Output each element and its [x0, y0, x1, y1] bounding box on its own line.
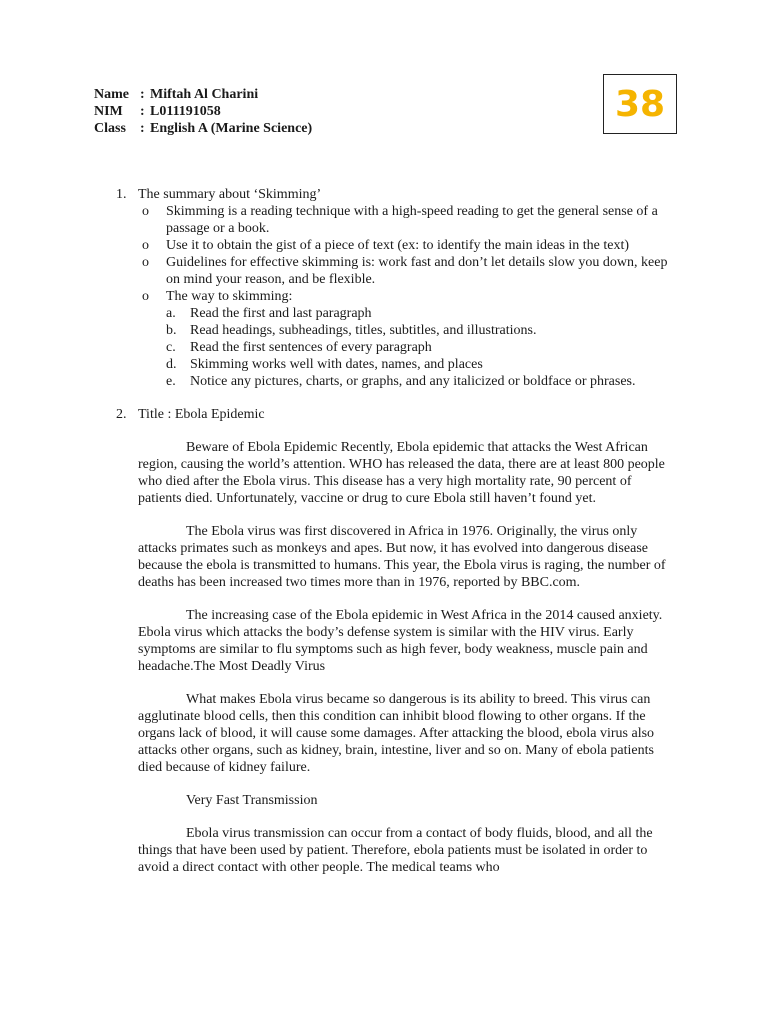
bullet-mark: o: [142, 289, 149, 304]
step-mark: c.: [166, 340, 176, 355]
bullet-item: [142, 203, 676, 237]
bullet-item: [142, 237, 676, 254]
paragraph: Beware of Ebola Epidemic Recently, Ebola epidemic that attacks the West African region, causing the world’s attention. WHO has released the data, there are at least 800 people who died after the Ebola virus. This disease has a very high mortality rate, 90 percent of patients died. Unfortunately, vaccine or drug to cure Ebola still haven’t found yet.: [138, 440, 665, 506]
nim-label: NIM: [94, 104, 123, 119]
bullet-mark: o: [142, 255, 149, 270]
bullet-item: [142, 254, 676, 288]
subheading: Very Fast Transmission: [186, 793, 318, 808]
step-mark: e.: [166, 374, 176, 389]
bullet-mark: o: [142, 238, 149, 253]
step-text: Notice any pictures, charts, or graphs, and any italicized or boldface or phrases.: [190, 374, 636, 389]
step-item: [166, 356, 676, 373]
separator: :: [140, 121, 145, 136]
step-mark: b.: [166, 323, 177, 338]
step-mark: a.: [166, 306, 176, 321]
section-1-heading: [116, 186, 676, 203]
section-number: 2.: [116, 407, 127, 422]
paragraph: Ebola virus transmission can occur from a contact of body fluids, blood, and all the things that have been used by patient. Therefore, ebola patients must be isolated in order to avoid a direct contact with other people. The medical teams who: [138, 826, 653, 875]
step-text: Skimming works well with dates, names, and places: [190, 357, 483, 372]
separator: :: [140, 87, 145, 102]
step-text: Read the first and last paragraph: [190, 306, 372, 321]
bullet-text: Guidelines for effective skimming is: work fast and don’t let details slow you down, keep on mind your reason, and be flexible.: [166, 255, 668, 287]
student-info: [94, 86, 312, 137]
section-number: 1.: [116, 187, 127, 202]
step-text: Read headings, subheadings, titles, subtitles, and illustrations.: [190, 323, 537, 338]
name-value: Miftah Al Charini: [150, 87, 259, 102]
class-label: Class: [94, 121, 126, 136]
class-value: English A (Marine Science): [150, 121, 313, 136]
score-box: [603, 74, 677, 134]
section-2-heading: [116, 406, 676, 423]
paragraph: The increasing case of the Ebola epidemic in West Africa in the 2014 caused anxiety. Ebola virus which attacks the body’s defense system is similar with the HIV virus. Early symptoms are similar to flu symptoms such as high fever, body weakness, muscle pain and headache.The Most Deadly Virus: [138, 608, 663, 674]
step-item: [166, 339, 676, 356]
class-row: [94, 120, 312, 137]
step-text: Read the first sentences of every paragraph: [190, 340, 432, 355]
bullet-text: Skimming is a reading technique with a high-speed reading to get the general sense of a passage or a book.: [166, 204, 658, 236]
paragraph: What makes Ebola virus became so dangerous is its ability to breed. This virus can agglutinate blood cells, then this condition can inhibit blood flowing to other organs. If the organs lack of blood, it will cause some damages. After attacking the blood, ebola virus also attacks other organs, such as kidney, brain, intestine, liver and so on. Many of ebola patients died because of kidney failure.: [138, 692, 655, 775]
section-title: The summary about ‘Skimming’: [138, 187, 322, 202]
paragraph: The Ebola virus was first discovered in Africa in 1976. Originally, the virus only attacks primates such as monkeys and apes. But now, it has evolved into dangerous disease because the ebola is transmitted to humans. This year, the Ebola virus is raging, the number of deaths has been increased two times more than in 1976, reported by BBC.com.: [138, 524, 666, 590]
separator: :: [140, 104, 145, 119]
name-row: [94, 86, 312, 103]
bullet-item: [142, 288, 676, 305]
step-item: [166, 322, 676, 339]
step-item: [166, 305, 676, 322]
step-mark: d.: [166, 357, 177, 372]
bullet-mark: o: [142, 204, 149, 219]
document-body: [116, 186, 676, 876]
section-title: Title : Ebola Epidemic: [138, 407, 265, 422]
step-item: [166, 373, 676, 390]
bullet-text: The way to skimming:: [166, 289, 293, 304]
nim-row: [94, 103, 312, 120]
bullet-text: Use it to obtain the gist of a piece of text (ex: to identify the main ideas in the text): [166, 238, 630, 253]
nim-value: L011191058: [150, 104, 221, 119]
score-value: 38: [614, 83, 666, 125]
name-label: Name: [94, 87, 129, 102]
